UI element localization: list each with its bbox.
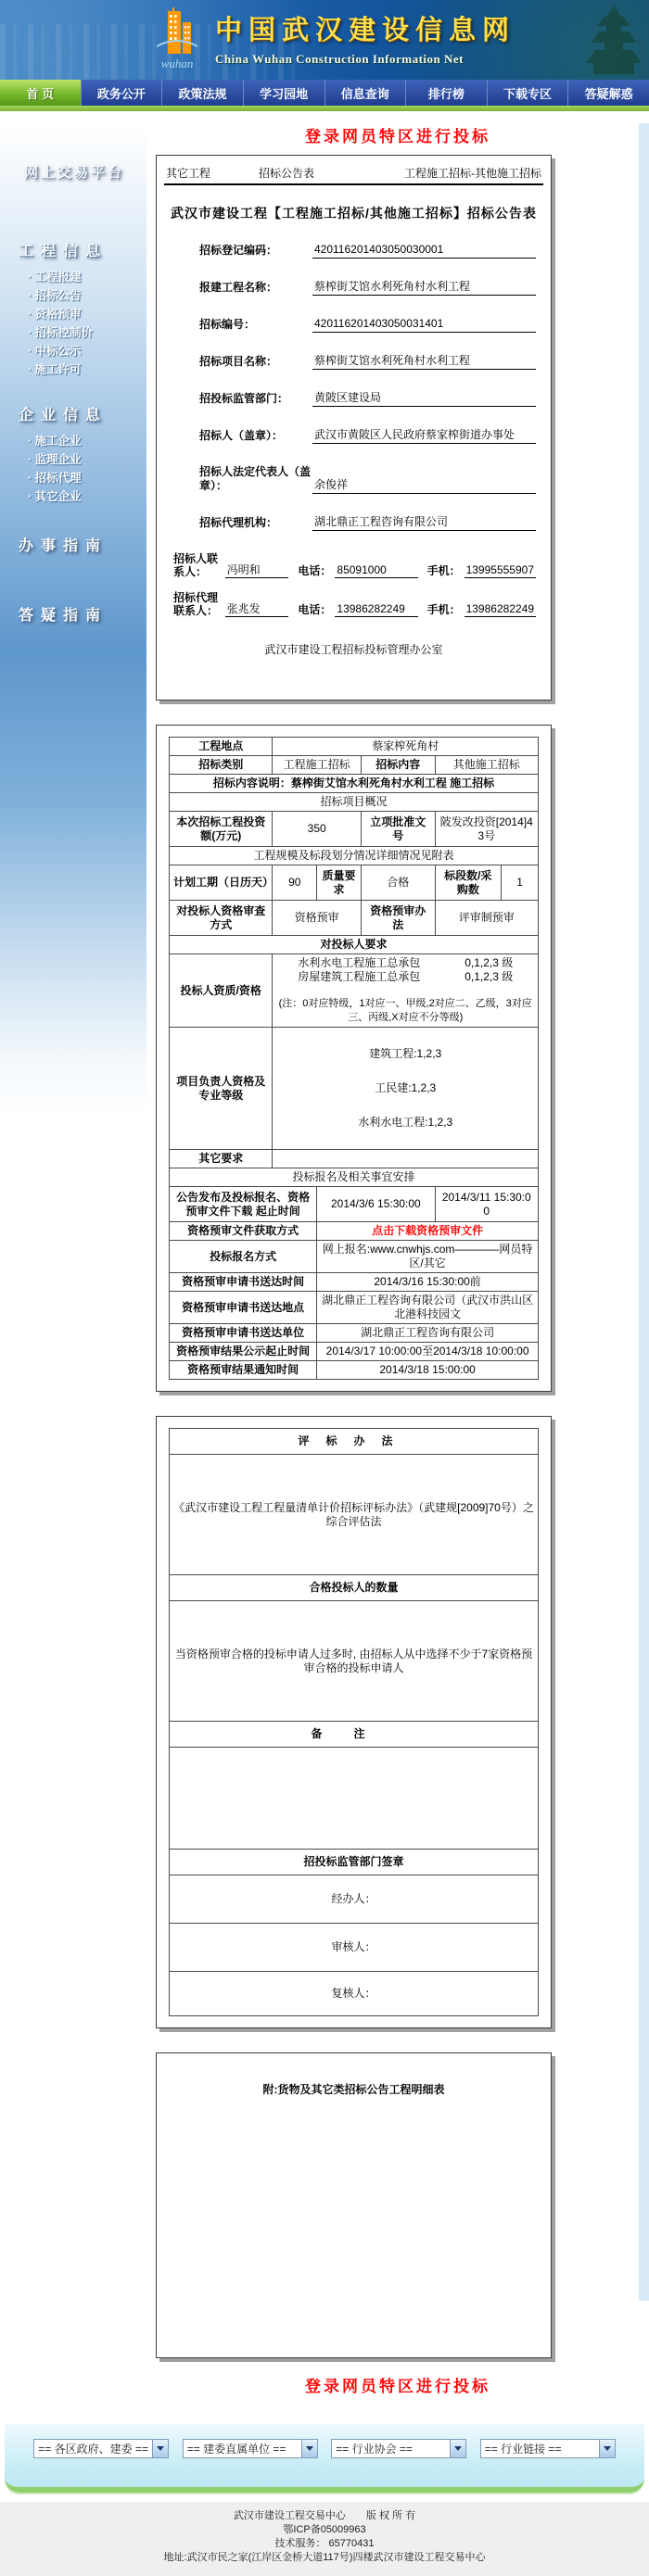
- investment-value: 350: [273, 812, 362, 847]
- sidebar-item-supervision-enterprise[interactable]: · 监理企业: [28, 453, 82, 466]
- checker-label: 复核人：: [170, 1972, 539, 2016]
- result-publicity-value: 2014/3/17 10:00:00至2014/3/18 10:00:00: [317, 1343, 539, 1361]
- supervising-department: 黄陂区建设局: [312, 391, 536, 407]
- field-label: 招标人（盖章）：: [199, 429, 284, 442]
- field-label: 招投标监管部门：: [199, 392, 289, 405]
- sidebar-section-service-guide[interactable]: 办事指南: [19, 538, 108, 554]
- bidder-requirements-header: 对投标人要求: [170, 936, 539, 954]
- site-logo: [146, 7, 208, 71]
- industry-assoc-select[interactable]: [331, 2439, 466, 2458]
- sidebar: [0, 123, 146, 1119]
- sections-count-label: 标段数/采购数: [435, 865, 502, 901]
- announcement-form-box: [156, 155, 552, 701]
- delivery-unit-value: 湖北鼎正工程咨询有限公司: [317, 1324, 539, 1343]
- attachment-title: 附:货物及其它类招标公告工程明细表: [262, 2083, 445, 2096]
- sidebar-item-winner-publicity[interactable]: · 中标公示: [28, 345, 82, 358]
- delivery-time-value: 2014/3/16 15:30:00前: [317, 1273, 539, 1292]
- tenderer-contact-phone: 85091000: [335, 563, 417, 578]
- sections-count-value: 1: [502, 865, 539, 901]
- bid-content-label: 招标内容: [361, 756, 435, 775]
- announcement-start-time: 2014/3/6 15:30:00: [317, 1187, 435, 1222]
- nav-tab-gov-affairs[interactable]: 政务公开: [81, 80, 162, 106]
- site-subtitle: China Wuhan Construction Information Net: [215, 52, 464, 66]
- other-requirements-label: 其它要求: [170, 1150, 273, 1168]
- nav-tab-learning[interactable]: 学习园地: [243, 80, 324, 106]
- field-row: [199, 465, 536, 494]
- prequal-doc-access-label: 资格预审文件获取方式: [170, 1222, 317, 1241]
- signup-section-header: 投标报名及相关事宜安排: [170, 1168, 539, 1187]
- handler-label: 经办人：: [170, 1875, 539, 1924]
- sidebar-item-bid-control-price[interactable]: · 招标控制价: [28, 326, 93, 339]
- reviewer-label: 审核人：: [170, 1924, 539, 1972]
- login-member-zone-link-top[interactable]: 登录网员特区进行投标: [305, 128, 490, 145]
- download-prequal-doc-link[interactable]: 点击下载资格预审文件: [372, 1224, 484, 1237]
- evaluation-method-table: [169, 1428, 539, 2016]
- result-notice-value: 2014/3/18 15:00:00: [317, 1361, 539, 1380]
- chevron-down-icon: [306, 2446, 313, 2451]
- field-row: [199, 515, 536, 531]
- field-label: 招标登记编码：: [199, 244, 278, 257]
- chevron-down-icon: [604, 2446, 611, 2451]
- overview-section-header: 招标项目概况: [170, 793, 539, 812]
- sidebar-item-project-filing[interactable]: · 工程报建: [28, 271, 82, 284]
- phone-label: 电话：: [298, 603, 332, 616]
- chevron-down-icon: [157, 2446, 164, 2451]
- pagoda-silhouette-icon: [584, 6, 643, 74]
- scale-note: 工程规模及标段划分情况详细情况见附表: [170, 847, 539, 865]
- agency-contact-mobile: 13986282249: [465, 602, 534, 615]
- investment-label: 本次招标工程投资额(万元): [170, 812, 273, 847]
- field-row: [199, 354, 536, 370]
- project-manager-value: [273, 1028, 539, 1150]
- agency-contact-name: 张兆发: [225, 602, 289, 617]
- field-row: [199, 391, 536, 407]
- remarks-value: [170, 1748, 539, 1850]
- sidebar-item-construction-enterprise[interactable]: · 施工企业: [28, 435, 82, 448]
- manager-grade-line: 工民建:1,2,3: [375, 1081, 437, 1094]
- project-location-value: 蔡家榨死角村: [273, 738, 539, 756]
- committee-units-select-value: == 建委直属单位 ==: [186, 2443, 286, 2456]
- bid-content-value: 其他施工招标: [435, 756, 538, 775]
- dropdown-button[interactable]: [599, 2440, 615, 2457]
- delivery-place-label: 资格预审申请书送达地点: [170, 1292, 317, 1324]
- legal-representative: 余俊祥: [312, 478, 536, 494]
- approval-doc-label: 立项批准文号: [361, 812, 435, 847]
- qualified-bidders-header: 合格投标人的数量: [170, 1575, 539, 1601]
- industry-links-select-value: == 行业链接 ==: [484, 2443, 562, 2456]
- sidebar-section-project-info: 工程信息: [19, 244, 108, 259]
- form-corner-bid-type: 工程施工招标-其他施工招标: [404, 167, 541, 180]
- field-label: 招标代理机构：: [199, 516, 278, 529]
- bidding-agency-name: 湖北鼎正工程咨询有限公司: [312, 515, 536, 531]
- nav-tab-ranking[interactable]: 排行榜: [405, 80, 487, 106]
- contact-row: [173, 552, 536, 578]
- mobile-label: 手机：: [426, 564, 461, 577]
- friend-links-bar: [5, 2424, 644, 2493]
- qualified-bidders-text: 当资格预审合格的投标申请人过多时, 由招标人从中选择不少于7家资格预审合格的投标申请人: [170, 1601, 539, 1722]
- review-method-label: 对投标人资格审查方式: [170, 901, 273, 936]
- industry-assoc-select-value: == 行业协会 ==: [336, 2443, 413, 2456]
- phone-label: 电话：: [298, 564, 332, 577]
- manager-grade-line: 建筑工程:1,2,3: [369, 1047, 442, 1060]
- mobile-label: 手机：: [426, 603, 461, 616]
- contact-role-label: 招标代理联系人：: [173, 591, 219, 617]
- site-footer: [0, 2502, 649, 2576]
- footer-tech-service: 技术服务： 65770431: [274, 2538, 375, 2549]
- qualification-note: (注：0对应特级，1对应一、甲级,2对应二、乙级，3对应三、丙级,X对应不分等级): [278, 998, 532, 1023]
- form-corner-row: [164, 163, 543, 185]
- evaluation-method-box: [156, 1416, 552, 2028]
- delivery-time-label: 资格预审申请书送达时间: [170, 1273, 317, 1292]
- review-method-value: 资格预审: [273, 901, 362, 936]
- qualification-line: 房屋建筑工程施工总承包 0,1,2,3 级: [298, 970, 514, 983]
- committee-units-select[interactable]: [183, 2439, 318, 2458]
- contact-role-label: 招标人联系人：: [173, 552, 219, 578]
- sidebar-item-construction-permit[interactable]: · 施工许可: [28, 363, 82, 376]
- footer-address: 地址:武汉市民之家(江岸区金桥大道117号)四楼武汉市建设工程交易中心: [163, 2552, 486, 2563]
- field-row: [199, 428, 536, 444]
- sidebar-item-bid-announcement[interactable]: · 招标公告: [28, 289, 82, 302]
- form-corner-form-name: 招标公告表: [259, 167, 315, 180]
- attachment-box: [156, 2052, 552, 2358]
- result-notice-label: 资格预审结果通知时间: [170, 1361, 317, 1380]
- bid-content-description: 招标内容说明：蔡榨街艾馆水利死角村水利工程 施工招标: [170, 775, 539, 793]
- filed-project-name: 蔡榨街艾馆水利死角村水利工程: [312, 280, 536, 296]
- evaluation-method-text: 《武汉市建设工程工程量清单计价招标评标办法》（武建规[2009]70号）之综合评估法: [170, 1455, 539, 1575]
- project-manager-label: 项目负责人资格及专业等级: [170, 1028, 273, 1150]
- bid-category-value: 工程施工招标: [273, 756, 362, 775]
- bidder-qualification-value: [273, 954, 539, 1028]
- sidebar-platform-title: 网上交易平台: [24, 165, 125, 181]
- announcement-period-label: 公告发布及投标报名、资格预审文件下载 起止时间: [170, 1187, 317, 1222]
- field-label: 招标编号：: [199, 318, 256, 331]
- supervision-seal-header: 招投标监管部门签章: [170, 1850, 539, 1875]
- prequal-method-value: 评审制预审: [435, 901, 538, 936]
- dropdown-button[interactable]: [301, 2440, 317, 2457]
- evaluation-method-header: 评标办法: [170, 1429, 539, 1455]
- signup-method-value: 网上报名:www.cnwhjs.com————网员特区/其它: [317, 1241, 539, 1273]
- delivery-place-value: 湖北鼎正工程咨询有限公司（武汉市洪山区北港科技园文: [317, 1292, 539, 1324]
- project-overview-table: [169, 737, 539, 1380]
- bid-number: 420116201403050031401: [312, 317, 536, 333]
- tenderer-name: 武汉市黄陂区人民政府蔡家榨街道办事处: [312, 428, 536, 444]
- field-row: [199, 280, 536, 296]
- result-publicity-label: 资格预审结果公示起止时间: [170, 1343, 317, 1361]
- other-requirements-value: [273, 1150, 539, 1168]
- nav-tab-policies[interactable]: 政策法规: [161, 80, 243, 106]
- industry-links-select[interactable]: [480, 2439, 616, 2458]
- bid-category-label: 招标类别: [170, 756, 273, 775]
- nav-tab-qa[interactable]: 答疑解惑: [567, 80, 649, 106]
- main-content: [146, 123, 649, 2411]
- quality-label: 质量要求: [317, 865, 362, 901]
- duration-label: 计划工期（日历天）: [170, 865, 273, 901]
- signup-method-label: 投标报名方式: [170, 1241, 317, 1273]
- project-location-label: 工程地点: [170, 738, 273, 756]
- tenderer-contact-mobile: 13995555907: [465, 563, 534, 576]
- logo-script-text: wuhan: [160, 57, 194, 70]
- quality-value: 合格: [361, 865, 435, 901]
- dropdown-button[interactable]: [152, 2440, 168, 2457]
- main-nav: [0, 80, 649, 106]
- announcement-end-time: 2014/3/11 15:30:00: [435, 1187, 538, 1222]
- district-gov-select[interactable]: [33, 2439, 169, 2458]
- nav-underline-strip: [0, 106, 649, 111]
- sidebar-section-enterprise-info: 企业信息: [19, 408, 108, 423]
- site-title: 中国武汉建设信息网: [215, 16, 516, 45]
- nav-tab-info-query[interactable]: 信息查询: [324, 80, 406, 106]
- remarks-header: 备注: [170, 1722, 539, 1748]
- duration-value: 90: [273, 865, 317, 901]
- sidebar-item-prequalification[interactable]: · 资格预审: [28, 308, 82, 321]
- field-label: 招标人法定代表人（盖章）：: [199, 465, 312, 492]
- footer-copyright: 武汉市建设工程交易中心 版 权 所 有: [233, 2510, 416, 2521]
- nav-tab-downloads[interactable]: 下载专区: [487, 80, 568, 106]
- sidebar-section-qa-guide[interactable]: 答疑指南: [19, 608, 108, 624]
- approval-doc-value: 陂发改投资[2014]43号: [435, 812, 538, 847]
- site-header: [0, 0, 649, 80]
- project-overview-box: [156, 725, 552, 1392]
- field-row: [199, 243, 536, 259]
- field-label: 报建工程名称：: [199, 281, 278, 294]
- building-logo-icon: [157, 7, 197, 54]
- field-row: [199, 317, 536, 333]
- form-title: 武汉市建设工程【工程施工招标/其他施工招标】招标公告表: [171, 206, 537, 221]
- manager-grade-line: 水利水电工程:1,2,3: [358, 1116, 453, 1129]
- qualification-line: 水利水电工程施工总承包 0,1,2,3 级: [298, 956, 514, 969]
- prequal-method-label: 资格预审办法: [361, 901, 435, 936]
- management-office-name: 武汉市建设工程招标投标管理办公室: [264, 643, 443, 656]
- bid-registration-code: 420116201403050030001: [312, 243, 536, 259]
- tenderer-contact-name: 冯明和: [225, 563, 289, 578]
- nav-tab-home[interactable]: 首 页: [0, 80, 81, 106]
- login-member-zone-link-bottom[interactable]: 登录网员特区进行投标: [305, 2378, 490, 2395]
- dropdown-button[interactable]: [450, 2440, 465, 2457]
- district-gov-select-value: == 各区政府、建委 ==: [38, 2443, 148, 2456]
- bid-project-name: 蔡榨街艾馆水利死角村水利工程: [312, 354, 536, 370]
- sidebar-item-other-enterprise[interactable]: · 其它企业: [28, 490, 82, 503]
- agency-contact-phone: 13986282249: [335, 602, 417, 617]
- footer-icp-number: 鄂ICP备05009963: [283, 2524, 366, 2535]
- sidebar-item-bidding-agency[interactable]: · 招标代理: [28, 472, 82, 485]
- chevron-down-icon: [454, 2446, 462, 2451]
- delivery-unit-label: 资格预审申请书送达单位: [170, 1324, 317, 1343]
- contact-row: [173, 591, 536, 617]
- field-label: 招标项目名称：: [199, 355, 278, 368]
- form-corner-project-type: 其它工程: [166, 167, 211, 180]
- bidder-qualification-label: 投标人资质/资格: [170, 954, 273, 1028]
